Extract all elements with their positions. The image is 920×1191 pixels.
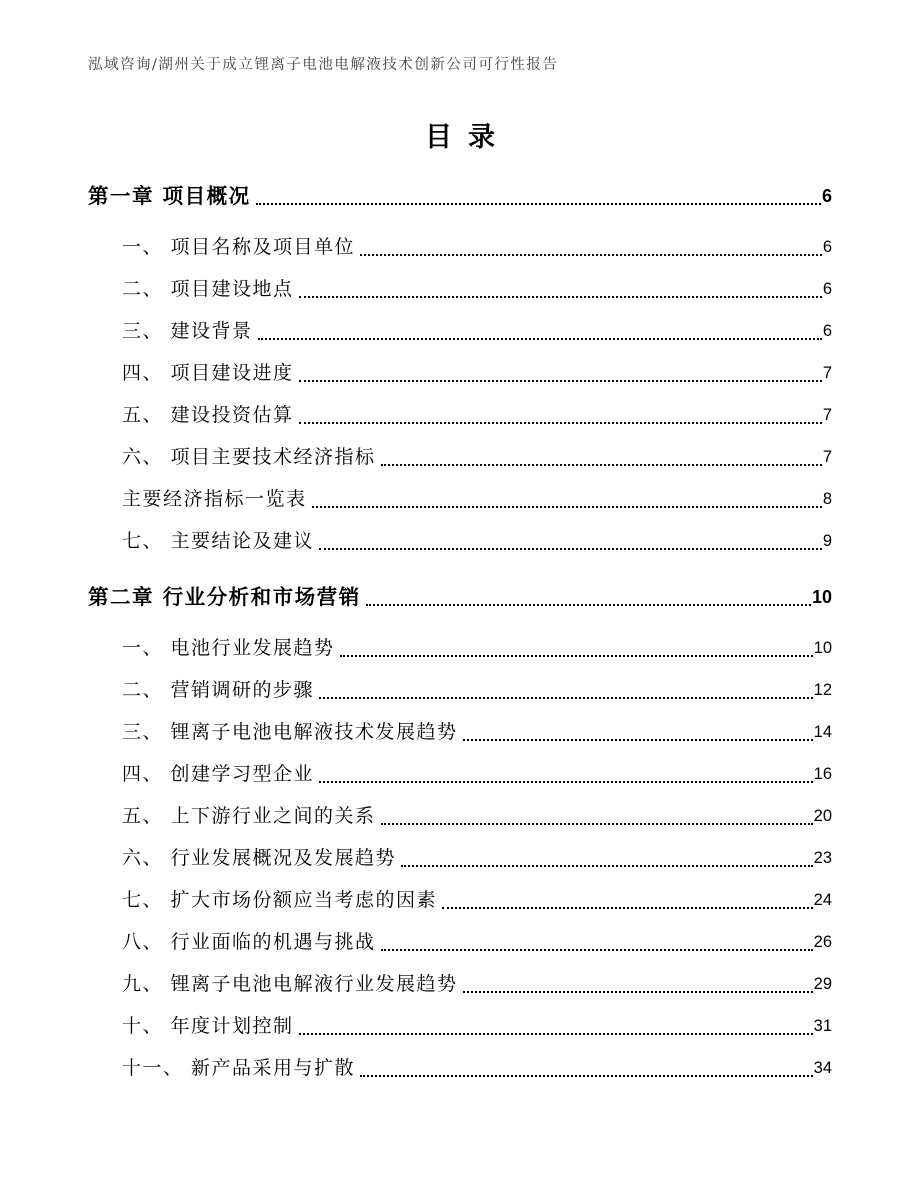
dot-leader bbox=[463, 991, 813, 993]
toc-item-2-6[interactable] bbox=[122, 845, 832, 872]
toc-entry-page: 23 bbox=[813, 849, 832, 867]
toc-entry-page: 26 bbox=[813, 933, 832, 951]
toc-entry-page: 10 bbox=[813, 639, 832, 657]
dot-leader bbox=[299, 1033, 813, 1035]
toc-item-2-2[interactable] bbox=[122, 677, 832, 704]
dot-leader bbox=[319, 781, 813, 783]
toc-entry-page: 7 bbox=[822, 406, 832, 424]
toc-entry-label: 七、 主要结论及建议 bbox=[122, 530, 315, 552]
toc-item-2-10[interactable] bbox=[122, 1013, 832, 1040]
toc-entry-label: 四、 项目建设进度 bbox=[122, 362, 294, 384]
toc-entry-page: 6 bbox=[822, 280, 832, 298]
toc-entry-label: 八、 行业面临的机遇与挑战 bbox=[122, 931, 376, 953]
toc-item-1-6[interactable] bbox=[122, 444, 832, 471]
toc-entry-label: 六、 项目主要技术经济指标 bbox=[122, 446, 376, 468]
toc-entry-label: 第二章 行业分析和市场营销 bbox=[88, 585, 361, 609]
dot-leader bbox=[442, 907, 813, 909]
toc-entry-label: 第一章 项目概况 bbox=[88, 184, 251, 208]
toc-item-1-7[interactable] bbox=[122, 486, 832, 513]
toc-entry-label: 二、 项目建设地点 bbox=[122, 278, 294, 300]
toc-entry-page: 34 bbox=[813, 1059, 832, 1077]
toc-item-2-11[interactable] bbox=[122, 1055, 832, 1082]
dot-leader bbox=[381, 823, 813, 825]
toc-item-1-2[interactable] bbox=[122, 276, 832, 303]
toc-entry-page: 31 bbox=[813, 1017, 832, 1035]
dot-leader bbox=[360, 254, 822, 256]
toc-entry-label: 十一、 新产品采用与扩散 bbox=[122, 1057, 356, 1079]
toc-item-1-5[interactable] bbox=[122, 402, 832, 429]
toc-entry-page: 7 bbox=[822, 364, 832, 382]
toc-entry-label: 五、 上下游行业之间的关系 bbox=[122, 805, 376, 827]
toc-item-1-8[interactable] bbox=[122, 528, 832, 555]
toc-entry-label: 九、 锂离子电池电解液行业发展趋势 bbox=[122, 973, 458, 995]
dot-leader bbox=[366, 604, 811, 606]
toc-entry-page: 6 bbox=[822, 322, 832, 340]
dot-leader bbox=[258, 338, 822, 340]
dot-leader bbox=[312, 506, 822, 508]
document-header: 泓域咨询/湖州关于成立锂离子电池电解液技术创新公司可行性报告 bbox=[88, 57, 559, 73]
toc-entry-page: 8 bbox=[822, 490, 832, 508]
toc-entry-label: 五、 建设投资估算 bbox=[122, 404, 294, 426]
toc-entry-page: 6 bbox=[822, 238, 832, 256]
toc-item-1-4[interactable] bbox=[122, 360, 832, 387]
toc-entry-page: 16 bbox=[813, 765, 832, 783]
toc-item-2-3[interactable] bbox=[122, 719, 832, 746]
toc-chapter-1[interactable] bbox=[88, 182, 832, 210]
toc-item-2-5[interactable] bbox=[122, 803, 832, 830]
toc-entry-page: 12 bbox=[813, 681, 832, 699]
toc-entry-label: 四、 创建学习型企业 bbox=[122, 763, 315, 785]
toc-item-2-7[interactable] bbox=[122, 887, 832, 914]
toc-entry-label: 一、 项目名称及项目单位 bbox=[122, 236, 356, 258]
toc-entry-label: 三、 锂离子电池电解液技术发展趋势 bbox=[122, 721, 458, 743]
dot-leader bbox=[381, 949, 813, 951]
toc-item-2-9[interactable] bbox=[122, 971, 832, 998]
table-of-contents bbox=[88, 182, 832, 1082]
dot-leader bbox=[299, 296, 822, 298]
dot-leader bbox=[256, 203, 821, 205]
toc-item-1-1[interactable] bbox=[122, 234, 832, 261]
dot-leader bbox=[381, 464, 822, 466]
dot-leader bbox=[299, 380, 822, 382]
dot-leader bbox=[401, 865, 813, 867]
toc-entry-label: 一、 电池行业发展趋势 bbox=[122, 637, 335, 659]
dot-leader bbox=[299, 422, 822, 424]
dot-leader bbox=[340, 655, 813, 657]
toc-item-1-3[interactable] bbox=[122, 318, 832, 345]
toc-entry-label: 七、 扩大市场份额应当考虑的因素 bbox=[122, 889, 438, 911]
toc-entry-label: 十、 年度计划控制 bbox=[122, 1015, 294, 1037]
toc-chapter-2[interactable] bbox=[88, 583, 832, 611]
dot-leader bbox=[360, 1075, 813, 1077]
toc-entry-page: 29 bbox=[813, 975, 832, 993]
page-title: 目录 bbox=[425, 122, 511, 153]
toc-entry-page: 7 bbox=[822, 448, 832, 466]
dot-leader bbox=[319, 548, 822, 550]
toc-entry-page: 9 bbox=[822, 532, 832, 550]
toc-item-2-4[interactable] bbox=[122, 761, 832, 788]
toc-entry-label: 六、 行业发展概况及发展趋势 bbox=[122, 847, 397, 869]
toc-item-2-1[interactable] bbox=[122, 635, 832, 662]
toc-entry-page: 24 bbox=[813, 891, 832, 909]
toc-item-2-8[interactable] bbox=[122, 929, 832, 956]
toc-entry-label: 主要经济指标一览表 bbox=[122, 488, 307, 510]
toc-entry-label: 二、 营销调研的步骤 bbox=[122, 679, 315, 701]
dot-leader bbox=[463, 739, 813, 741]
toc-entry-label: 三、 建设背景 bbox=[122, 320, 253, 342]
toc-entry-page: 14 bbox=[813, 723, 832, 741]
toc-entry-page: 10 bbox=[811, 587, 832, 607]
toc-entry-page: 20 bbox=[813, 807, 832, 825]
dot-leader bbox=[319, 697, 813, 699]
toc-entry-page: 6 bbox=[821, 186, 832, 206]
